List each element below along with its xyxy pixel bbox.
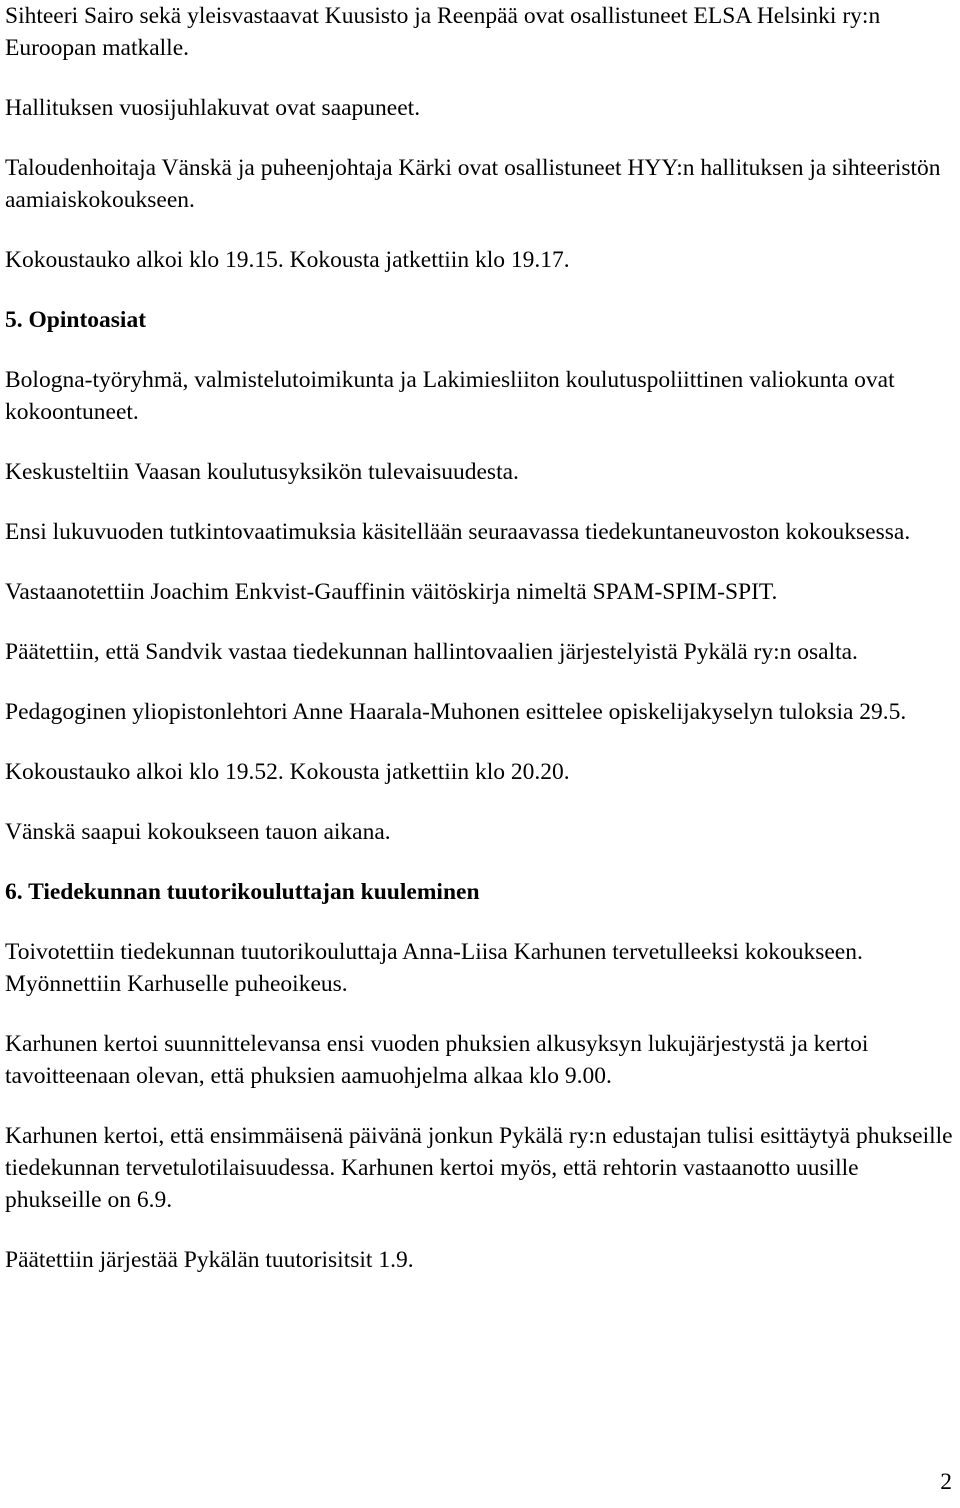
paragraph: Karhunen kertoi suunnittelevansa ensi vuoden phuksien alkusyksyn lukujärjestystä ja kertoi tavoitteenaan olevan, että phuksien aamuohjelma alkaa klo 9.00. [5,1031,869,1089]
paragraph: Kokoustauko alkoi klo 19.15. Kokousta jatkettiin klo 19.17. [5,247,570,273]
paragraph: Taloudenhoitaja Vänskä ja puheenjohtaja Kärki ovat osallistuneet HYY:n hallituksen ja sihteeristön aamiaiskokoukseen. [5,155,941,213]
paragraph: Kokoustauko alkoi klo 19.52. Kokousta jatkettiin klo 20.20. [5,759,570,785]
paragraph: Päätettiin järjestää Pykälän tuutorisitsit 1.9. [5,1247,414,1273]
paragraph: Hallituksen vuosijuhlakuvat ovat saapuneet. [5,95,421,121]
paragraph: Sihteeri Sairo sekä yleisvastaavat Kuusisto ja Reenpää ovat osallistuneet ELSA Helsinki ry:n Euroopan matkalle. [5,3,881,61]
document-body [5,0,957,1304]
paragraph: Toivotettiin tiedekunnan tuutorikouluttaja Anna-Liisa Karhunen tervetulleeksi kokoukseen. Myönnettiin Karhuselle puheoikeus. [5,939,863,997]
paragraph: Vastaanotettiin Joachim Enkvist-Gauffinin väitöskirja nimeltä SPAM-SPIM-SPIT. [5,579,778,605]
paragraph: Bologna-työryhmä, valmistelutoimikunta ja Lakimiesliiton koulutuspoliittinen valiokunta ovat kokoontuneet. [5,367,895,425]
paragraph: Vänskä saapui kokoukseen tauon aikana. [5,819,391,845]
section-heading-tuutorikouluttaja: 6. Tiedekunnan tuutorikouluttajan kuuleminen [5,879,480,905]
paragraph: Pedagoginen yliopistonlehtori Anne Haarala-Muhonen esittelee opiskelijakyselyn tuloksia 29.5. [5,699,907,725]
page-number: 2 [940,1469,952,1495]
paragraph: Ensi lukuvuoden tutkintovaatimuksia käsitellään seuraavassa tiedekuntaneuvoston kokouksessa. [5,519,911,545]
paragraph: Keskusteltiin Vaasan koulutusyksikön tulevaisuudesta. [5,459,519,485]
paragraph: Karhunen kertoi, että ensimmäisenä päivänä jonkun Pykälä ry:n edustajan tulisi esittäytyä phukseille tiedekunnan tervetulotilaisuudessa. Karhunen kertoi myös, että rehtorin vastaanotto uusille phukseille on 6.9. [5,1123,953,1213]
section-heading-opintoasiat: 5. Opintoasiat [5,307,147,333]
paragraph: Päätettiin, että Sandvik vastaa tiedekunnan hallintovaalien järjestelyistä Pykälä ry:n osalta. [5,639,858,665]
